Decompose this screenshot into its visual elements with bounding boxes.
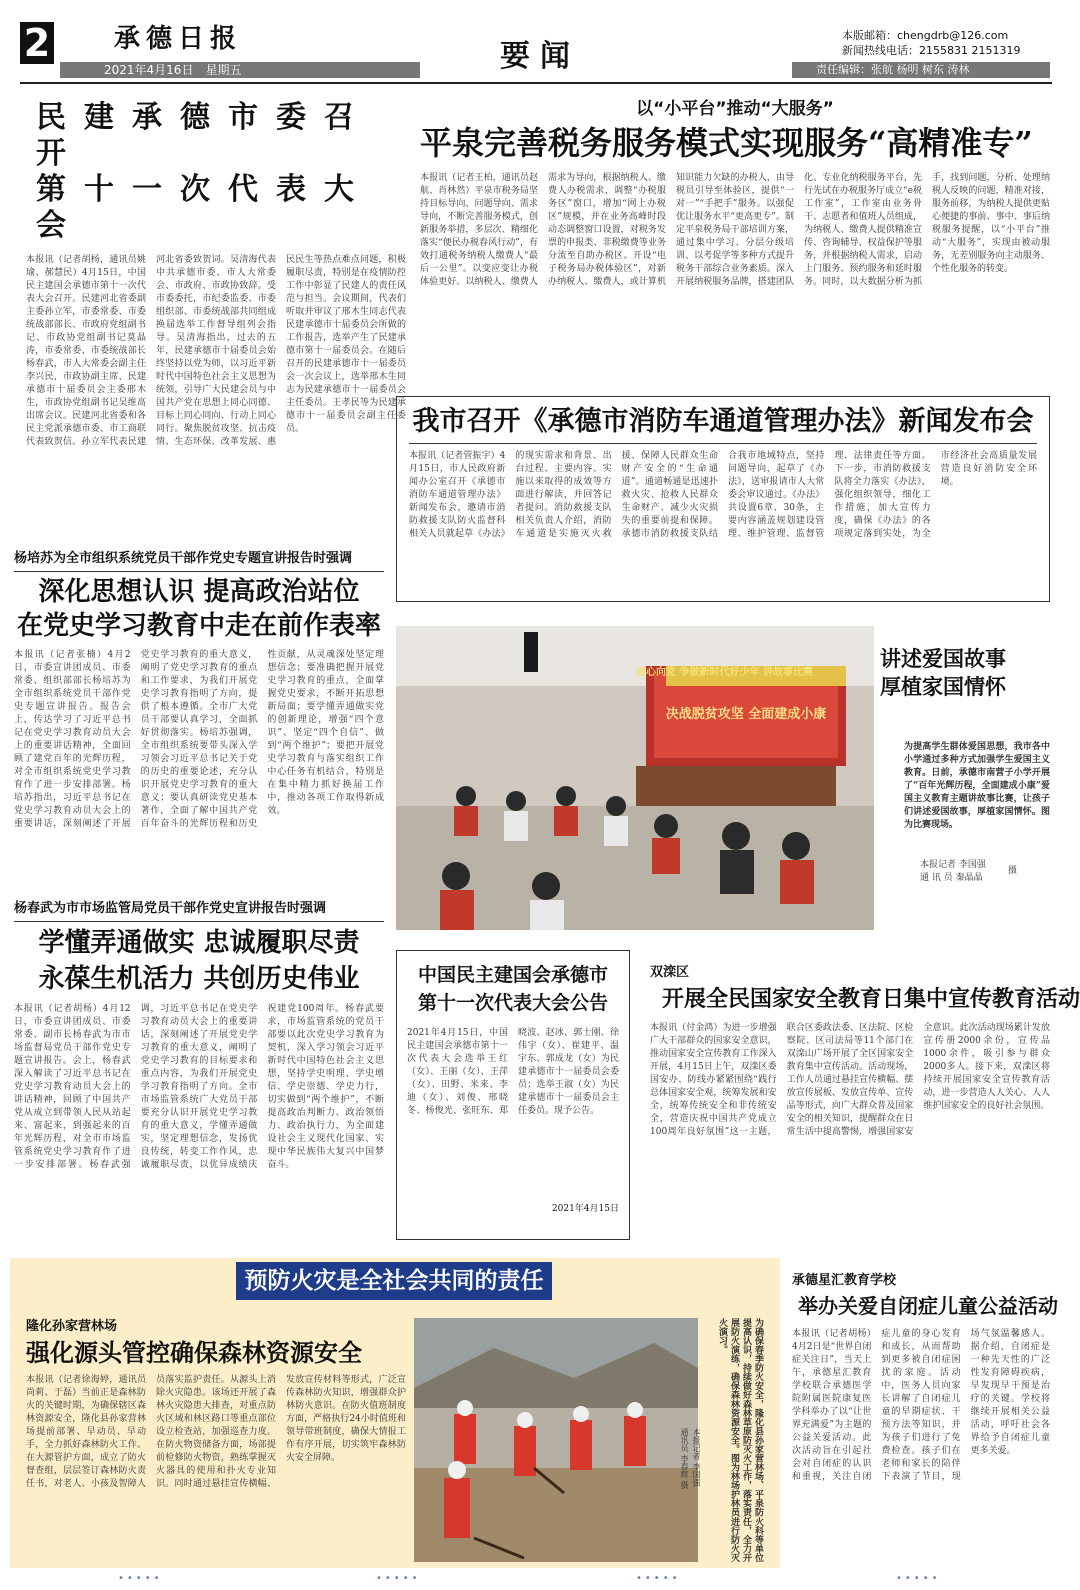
contact-email: 本版邮箱：chengdrb@126.com	[842, 29, 1009, 42]
photo-banner-text: 童心向党 争做新时代好少年 讲故事比赛	[636, 667, 813, 678]
page-number: 2	[20, 22, 54, 64]
announcement-box	[396, 950, 630, 1240]
masthead-logo: 承德日报	[114, 24, 243, 54]
patriotic-title-line2: 厚植家国情怀	[880, 674, 1006, 699]
fire-prevention-credit-tag: 摄	[680, 1481, 689, 1490]
fire-prevention-credit-line2: 通讯员 李春辉	[680, 1428, 689, 1479]
patriotic-credit-line2: 通 讯 员 秦晶晶	[920, 873, 983, 883]
autism-kicker: 承德星汇教育学校	[792, 1273, 897, 1288]
tax-title: 平泉完善税务服务模式实现服务“高精准专”	[420, 124, 1033, 162]
patriotic-photo	[396, 626, 874, 930]
patriotic-credit	[880, 859, 1050, 885]
contact-info	[842, 28, 1020, 58]
yang-chunwu-rule	[14, 921, 384, 922]
firefighters-photo	[414, 1318, 698, 1562]
autism-body: 本报讯（记者胡杨）4月2日是“世界自闭症关注日”，当天上午，承德星汇教育学校联合承德医学院附属医院康复医学科举办了以“让世界充满爱”为主题的公益关爱活动。此次活动旨在引起社会对自闭症的认识和重视，关注自闭症儿童的身心发育和成长，从而帮助到更多被自闭症困扰的家庭。活动中，医务人员向家长讲解了自闭症儿童的早期症状、干预方法等知识，并为孩子们进行了免费检查。孩子们在老师和家长的陪伴下表演了节目，现场气氛温馨感人。据介绍，自闭症是一种先天性的广泛性发育障碍疾病，早发现早干预是治疗的关键。学校将继续开展相关公益活动，呼吁社会各界给予自闭症儿童更多关爱。	[792, 1329, 1050, 1482]
fire-channel-rule	[409, 443, 1037, 444]
firefighters-photo-image	[414, 1318, 698, 1562]
yang-chunwu-kicker: 杨春武为市市场监管局党员干部作党史宣讲报告时强调	[14, 901, 327, 916]
yang-peishu-body: 本报讯（记者张楠）4月2日，市委宣讲团成员、市委常委、组织部部长杨培苏为全市组织系统党员干部作党史专题宣讲报告。报告会上，传达学习了习近平总书记在党史学习教育动员大会上的重要讲话精神，全面回顾了建党百年的光辉历程，对全市组织系统党史学习教育作了进一步安排部署。杨培苏指出，习近平总书记在党史学习教育动员大会上的重要讲话，深刻阐述了开展党史学习教育的重大意义，阐明了党史学习教育的重点和工作要求，为我们开展党史学习教育指明了方向，提供了根本遵循。全市广大党员干部要认真学习，全面抓好贯彻落实。杨培苏强调，全市组织系统要带头深入学习领会习近平总书记关于党的历史的重要论述，充分认识开展党史学习教育的重大意义；要认真研读党史基本著作，全面了解中国共产党百年奋斗的光辉历程和历史性贡献，从灵魂深处坚定理想信念；要准确把握开展党史学习教育的重点，全面掌握党史要求，不断开拓思想新局面；要学懂弄通做实党的创新理论，增强“四个意识”、坚定“四个自信”、做到“两个维护”；要把开展党史学习教育与落实组织工作中心任务有机结合，特别是在集中精力抓好换届工作中，推动各项工作取得新成效。	[14, 650, 384, 829]
fire-channel-body: 本报讯（记者管振宇）4月15日，市人民政府新闻办公室召开《承德市消防车通道管理办法》新闻发布会，邀请市消防救援支队防火监督科相关人员就起草《办法》的现实需求和背景、出台过程、主要内容、实施以来取得的成效等方面进行解读，并回答记者提问。消防救援支队相关负责人介绍，消防车通道是实施灭火救援、保障人民群众生命财产安全的“生命通道”。通道畅通是迅速扑救火灾、抢救人民群众生命财产、减少火灾损失的重要前提和保障。承德市消防救援支队结合我市地域特点，坚持问题导向，起草了《办法》，送审报请市人大常委会审议通过。《办法》共设置6章、30条，主要内容涵盖规划建设管理、维护管理、监督管理、法律责任等方面。下一步，市消防救援支队将全力落实《办法》，强化组织领导，细化工作措施，加大宣传力度，确保《办法》的各项规定落到实处，为全市经济社会高质量发展营造良好消防安全环境。	[409, 451, 1037, 539]
patriotic-title-line1: 讲述爱国故事	[880, 646, 1006, 671]
article-patriotic	[880, 645, 1050, 895]
tax-kicker: 以“小平台”推动“大服务”	[636, 99, 834, 119]
announcement-body: 2021年4月15日，中国民主建国会承德市第十一次代表大会选举王红（女）、王丽（女）、王萍（女）、田野、米来、李迪（女）、刘俊、邢晓冬、杨俊光、张旺东、郑晓波、赵冰、郭士刚、徐伟宇（女）、崔建平、温宇东、郭成龙（女）为民建承德市十一届委员会委员；选举王淑（女）为民建承德市十一届委员会主任委员。现予公告。	[407, 1028, 619, 1116]
photo-slogan-text: 决战脱贫攻坚 全面建成小康	[665, 707, 827, 722]
minjian-title-line1: 民建承德市委召开	[36, 100, 372, 171]
contact-hotline: 新闻热线电话：2155831 2151319	[842, 44, 1021, 57]
fire-prevention-title: 强化源头管控确保森林资源安全	[26, 1338, 362, 1367]
fire-prevention-credit-line1: 本报记者 李国强	[692, 1428, 701, 1487]
yang-peishu-kicker: 杨培苏为全市组织系统党员干部作党史专题宣讲报告时强调	[14, 551, 353, 566]
minjian-body: 本报讯（记者胡杨，通讯员姚瑜、郝慧民）4月15日，中国民主建国会承德市第十一次代表大会召开。民建河北省委副主委孙立军，市委常委、市委统战部部长、市政府党组副书记、市政协党组副书记莫晶涛，市委常委、市委统战部长杨春武，市人大常委会副主任李兴民，市政协副主席、民建承德市十届委员会主委邢木生，市政协党组副书记吴维高出席会议。民建河北省委和各民主党派承德市委、市工商联代表致贺信。孙立军代表民建河北省委致贺词。吴清海代表中共承德市委、市人大常委会、市政府、市政协致辞。受市委委托，市纪委监委、市委组织部、市委统战部共同组成换届选举工作督导组列会指导。吴清海指出，过去的五年，民建承德市十届委员会始终坚持以党为师，以习近平新时代中国特色社会主义思想为统领，引导广大民建会员与中国共产党在思想上同心同德、目标上同心同向、行动上同心同行。聚焦脱贫攻坚、抗击疫情、生态环保、改革发展、惠民民生等热点难点问题，积极履职尽责，特别是在疫情防控工作中彰显了民建人的责任风范与担当。会议期间，代表们听取并审议了邢木生同志代表民建承德市十届委员会所做的工作报告，选举产生了民建承德市第十一届委员会。在随后召开的民建承德市十一届委员会一次会议上，选举邢木生同志为民建承德市十一届委员会主任委员。王孝民等为民建承德市十一届委员会副主任委员。	[26, 255, 406, 447]
article-fire-channel	[396, 396, 1050, 602]
footer-dots-3: •••••	[636, 1573, 681, 1584]
minjian-title-line2: 第十一次代表大会	[36, 172, 372, 243]
patriotic-credit-tag: 摄	[1008, 866, 1018, 876]
footer-dots-1: •••••	[118, 1573, 163, 1584]
fire-channel-title: 我市召开《承德市消防车通道管理办法》新闻发布会	[412, 406, 1034, 437]
footer-dots-2: •••••	[376, 1573, 421, 1584]
article-yang-chunwu	[14, 900, 384, 1255]
tax-body: 本报讯（记者王柏，通讯员赵航、肖林然）平泉市税务局坚持目标导向、问题导向、需求导向，不断完善服务模式，创新服务举措，多层次、精细化落实“便民办税春风行动”，有效打通税务纳税人缴费人“最后一公里”。以变应变让办税体验更好。以纳税人、缴费人需求为导向，根据纳税人、缴费人办税需求，调整“办税服务区”窗口，增加“网上办税区”规模，并在业务高峰时段动态调整窗口设置，对税务发票的申报类、非税缴费等业务分流至自助办税区。开设“电子税务局办税体验区”，对新办纳税人、缴费人，或计算机知识能力欠缺的办税人，由导税员引导至体验区，提供“一对一”“手把手”服务。以强促优让服务水平“更高更专”。制定平泉税务局干部培训方案，通过集中学习、分层分级培训、以考促学等多种方式提升税务干部综合业务素质。深入开展纳税服务品牌，搭建团队化、专业化纳税服务平台，先行先试在办税服务厅成立“e税工作室”，工作室由业务骨干、志愿者和值班人员组成，为纳税人、缴费人提供精准宣传、咨询辅导、权益保护等服务，并根据纳税人需求，启动上门服务、预约服务和延时服务。同时，以大数据分析为抓手，找到问题，分析、处理纳税人反映的问题，精准对接，服务前移，为纳税人提供更贴心便捷的事前、事中、事后纳税服务提醒，以“小平台”推动“大服务”，实现由被动服务，无差别服务向主动服务、个性化服务的转变。	[420, 173, 1050, 287]
security-title: 开展全民国家安全教育日集中宣传教育活动	[662, 986, 1080, 1012]
yang-chunwu-body: 本报讯（记者胡杨）4月12日，市委宣讲团成员、市委常委、副市长杨春武为市市场监督局党员干部作党史专题宣讲报告。会上，杨春武深入解读了习近平总书记在党史学习教育动员大会上的讲话精神，回顾了中国共产党从成立到带领人民从站起来、富起来，到强起来的百年光辉历程，对全市市场监管系统党史学习教育作了进一步安排部署。杨春武强调，习近平总书记在党史学习教育动员大会上的重要讲话，深刻阐述了开展党史学习教育的重大意义，阐明了党史学习教育的目标要求和重点内容，为我们开展党史学习教育指明了方向。全市市场监管系统广大党员干部要充分认识开展党史学习教育的重大意义，学懂弄通做实，坚定理想信念，发扬优良传统，转变工作作风，忠诚履职尽责，以优异成绩庆祝建党100周年。杨春武要求，市场监管系统的党员干部要以此次党史学习教育为契机，深入学习领会习近平新时代中国特色社会主义思想，坚持学史明理、学史增信、学史崇德、学史力行，切实做到“两个维护”，不断提高政治判断力、政治领悟力、政治执行力，为全面建设社会主义现代化国家、实现中华民族伟大复兴中国梦奋斗。	[14, 1004, 384, 1170]
yang-peishu-title-line1: 深化思想认识 提高政治站位	[38, 577, 360, 607]
security-kicker: 双滦区	[650, 965, 690, 980]
fire-prevention-article	[26, 1318, 406, 1558]
footer-dots-4: •••••	[896, 1573, 941, 1584]
patriotic-caption: 为提高学生群体爱国思想，我市各中小学通过多种方式加强学生爱国主义教育。日前，承德市南营子小学开展了“百年光辉历程，全面建成小康”爱国主义教育主题讲故事比赛，让孩子们讲述爱国故事，厚植家国情怀。图为比赛现场。	[904, 742, 1050, 830]
security-body: 本报讯（付金鸿）为进一步增强广大干部群众的国家安全意识，推动国家安全宣传教育工作深入开展，4月15日上午，双滦区委国安办、防线办紧紧围绕“践行总体国家安全观，统筹发展和安全，统筹传统安全和非传统安全，营造庆祝中国共产党成立100周年良好氛围”这一主题，联合区委政法委、区法院、区检察院、区司法局等11个部门在双滦山广场开展了全区国家安全教育集中宣传活动。活动现场，工作人员通过悬挂宣传横幅、摆放宣传展板、发放宣传单、宣传品等形式，向广大群众普及国家安全的相关知识，提醒群众在日常生活中提高警惕，增强国家安全意识。此次活动现场累计发放宣传册2000余份，宣传品1000余件，吸引参与群众2000多人。接下来，双滦区将持续开展国家安全宣传教育活动，进一步营造人人关心、人人维护国家安全的良好社会氛围。	[650, 1023, 1050, 1137]
yang-peishu-rule	[14, 571, 384, 572]
announcement-date: 2021年4月15日	[551, 1204, 619, 1214]
autism-title: 举办关爱自闭症儿童公益活动	[798, 1294, 1058, 1318]
issue-date: 2021年4月16日 星期五	[60, 62, 420, 78]
fire-prevention-body: 本报讯（记者徐海婷，通讯员尚莉、于磊）当前正是森林防火的关键时期，为确保辖区森林资源安全，隆化县孙家营林场提前部署、早动员、早动手，全力抓好森林防火工作。在大源管护方面，成立了防火督查组，层层签订森林防火责任书，对老人、小孩及智障人员落实监护责任。从源头上消除火灾隐患。该场还开展了森林火灾隐患大排查，对重点防火区域和林区路口等重点部位设立检查站，加强巡查力度。在防火物资储备方面，场部提前检修防火物资，熟练掌握灭火器具的使用和扑火专业知识。同时通过悬挂宣传横幅、发放宣传材料等形式，广泛宣传森林防火知识，增强群众护林防火意识。在防火值班制度方面，严格执行24小时值班和领导带班制度，确保大情报工作有序开展，切实筑牢森林防火安全屏障。	[26, 1375, 406, 1489]
fire-prevention-caption: 为确保春季防火安全，隆化县孙家营林场、平泉防火科等单位提高认识，持续做好森林草原防灭火工作，落实责任，全力开展防火演练，确保森林资源安全。图为林场护林员进行防火灭火演习。	[717, 1318, 763, 1562]
fire-prevention-credit	[690, 1428, 702, 1558]
fire-prevention-banner: 预防火灾是全社会共同的责任	[236, 1262, 552, 1300]
announcement-title-line1: 中国民主建国会承德市	[417, 964, 608, 986]
patriotic-credit-line1: 本报记者 李国强	[920, 860, 986, 870]
article-minjian	[26, 100, 406, 540]
article-yang-peishu	[14, 550, 384, 890]
article-autism	[792, 1272, 1058, 1562]
yang-chunwu-title-line2: 永葆生机活力 共创历史伟业	[38, 964, 360, 994]
section-title: 要闻	[500, 39, 580, 74]
article-tax	[420, 100, 1050, 390]
header-divider	[20, 82, 1052, 84]
article-security	[650, 964, 1080, 1254]
fire-prevention-caption-block	[704, 1318, 774, 1562]
announcement-title-line2: 第十一次代表大会公告	[417, 992, 608, 1014]
yang-peishu-title-line2: 在党史学习教育中走在前作表率	[16, 611, 381, 641]
fire-prevention-credit-2	[678, 1428, 690, 1558]
fire-prevention-section	[10, 1258, 780, 1568]
fire-prevention-kicker: 隆化孙家营林场	[26, 1319, 118, 1334]
editors-line: 责任编辑：张航 杨明 树东 涛林	[792, 62, 1050, 78]
yang-chunwu-title-line1: 学懂弄通做实 忠诚履职尽责	[38, 928, 360, 958]
